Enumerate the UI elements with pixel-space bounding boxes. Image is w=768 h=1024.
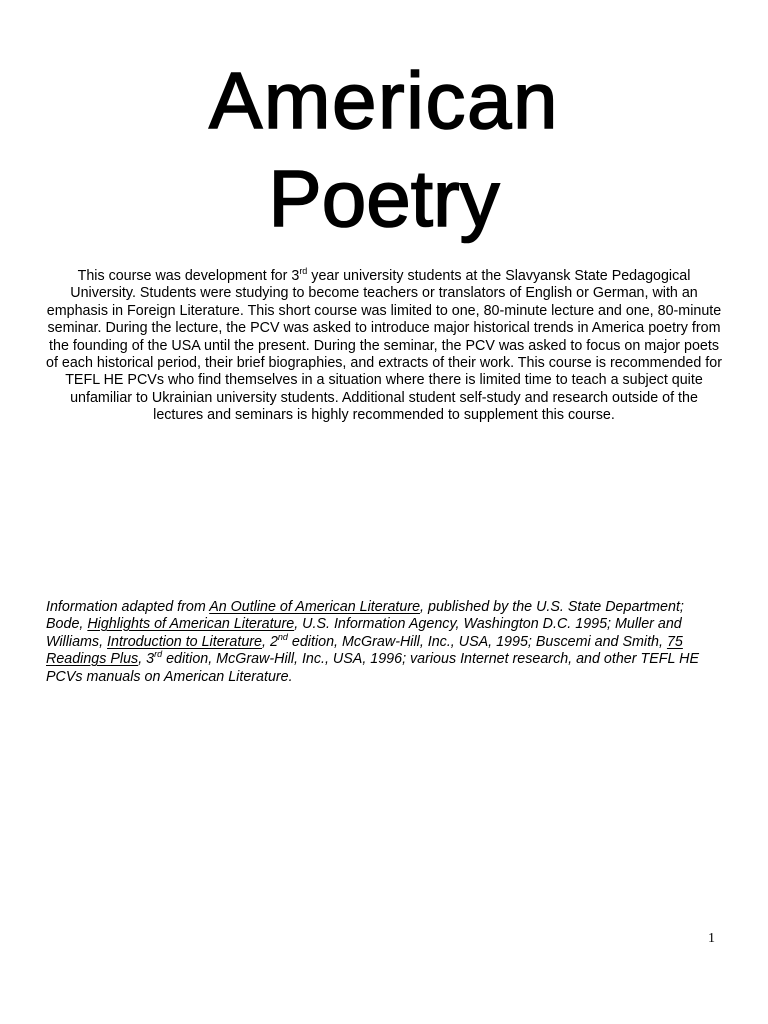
credits-text-1: Information adapted from xyxy=(46,599,210,615)
title-line-american: American xyxy=(209,56,559,145)
credits-text-7: edition, McGraw-Hill, Inc., USA, 1996; various Internet research, and other TEFL HE PCVs manuals on American Literature. xyxy=(46,651,700,685)
credits-text-6: , 3 xyxy=(138,651,155,668)
intro-text-rest: year university students at the Slavyansk State Pedagogical University. Students were studying to become teachers or translators of English or German, with an emphasis in Foreign Literature. This short course was limited to one, 80-minute lecture and one, 80-minute seminar. During the lecture, the PCV was asked to introduce major historical trends in America poetry from the founding of the USA until the present. During the seminar, the PCV was asked to focus on major poets of each historical period, their brief biographies, and extracts of their work. This course is recommended for TEFL HE PCVs who find themselves in a situation where there is limited time to teach a subject quite unfamiliar to Ukrainian university students. Additional student self-study and research outside of the lectures and seminars is highly recommended to supplement this course. xyxy=(46,268,722,424)
page-number: 1 xyxy=(708,931,715,946)
credits-superscript-1: nd xyxy=(277,632,288,643)
intro-text-start: This course was development for 3 xyxy=(77,268,300,284)
course-intro-paragraph xyxy=(46,268,722,425)
credits-text-2: , published by the U.S. State Department; Bode, xyxy=(46,599,684,633)
credits-text-4: , 2 xyxy=(262,633,278,650)
credits-superscript-2: rd xyxy=(154,649,163,660)
credits-text-5: edition, McGraw-Hill, Inc., USA, 1995; Buscemi and Smith, xyxy=(287,633,667,650)
credits-text-3: , U.S. Information Agency, Washington D.C. 1995; Muller and Williams, xyxy=(46,616,682,650)
title-line-poetry: Poetry xyxy=(268,154,500,243)
book-title-readings-plus: 75 Readings Plus xyxy=(46,633,683,668)
book-title-outline: An Outline of American Literature xyxy=(209,599,421,615)
intro-superscript: rd xyxy=(299,266,308,277)
book-title-highlights: Highlights of American Literature xyxy=(87,616,295,633)
book-title-introduction: Introduction to Literature xyxy=(107,633,263,650)
sources-paragraph xyxy=(46,599,724,686)
page-title xyxy=(0,52,768,248)
